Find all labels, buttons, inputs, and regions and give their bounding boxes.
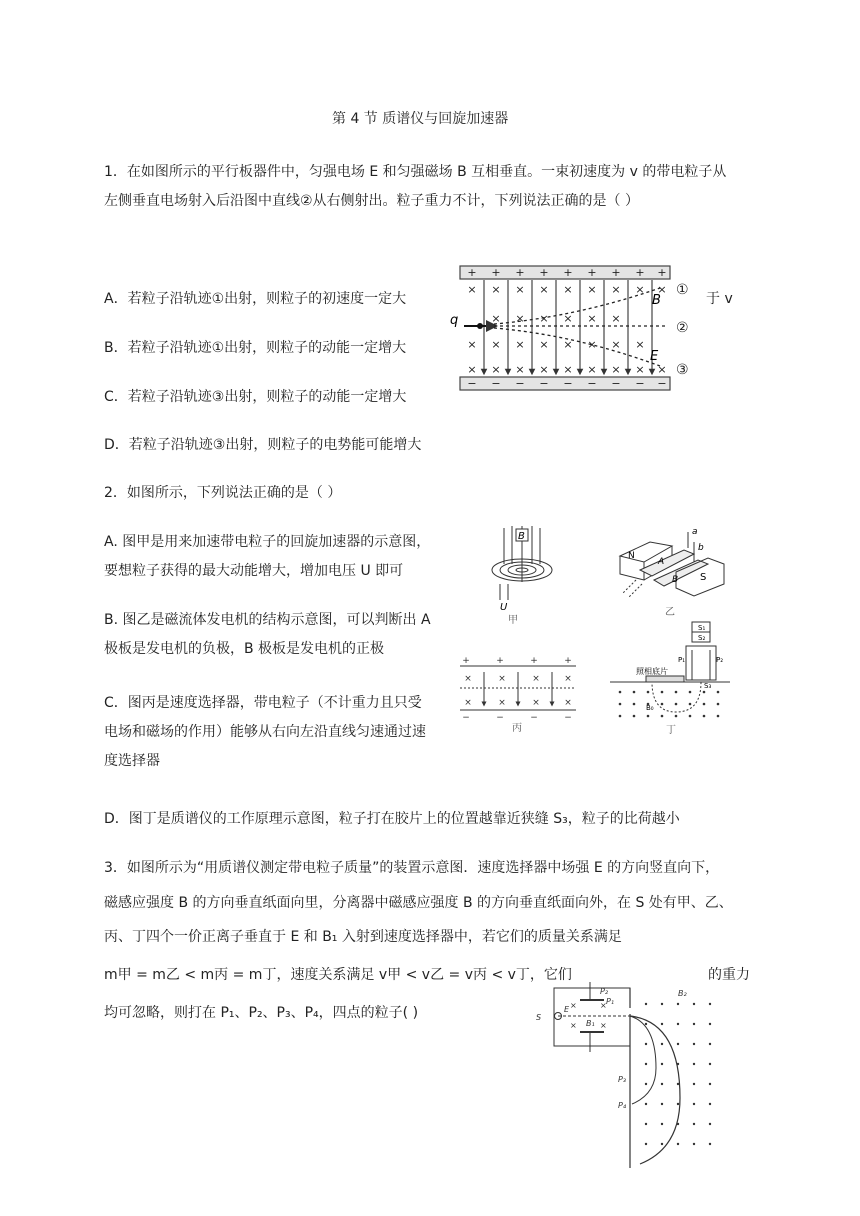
b-field-crosses: [467, 283, 666, 376]
svg-text:−: −: [587, 377, 597, 390]
q2-option-b-line2: 极板是发电机的负极，B 极板是发电机的正极: [104, 641, 385, 657]
svg-text:N: N: [628, 551, 635, 561]
svg-text:E: E: [650, 349, 659, 364]
svg-text:+: +: [539, 266, 549, 279]
svg-text:S₂: S₂: [698, 634, 706, 642]
svg-text:−: −: [564, 713, 572, 720]
svg-text:×: ×: [515, 312, 525, 325]
svg-text:×: ×: [515, 363, 525, 376]
q2-option-c-line3: 度选择器: [104, 753, 160, 769]
svg-text:−: −: [611, 377, 621, 390]
svg-text:−: −: [539, 377, 549, 390]
q1-option-b: B．若粒子沿轨迹①出射，则粒子的动能一定增大: [104, 340, 407, 356]
svg-text:+: +: [530, 656, 538, 666]
svg-text:−: −: [496, 713, 504, 720]
svg-text:−: −: [467, 377, 477, 390]
svg-text:×: ×: [532, 698, 540, 708]
q3-line5: 均可忽略，则打在 P₁、P₂、P₃、P₄，四点的粒子( ): [104, 1005, 419, 1021]
q2-option-a-line2: 要想粒子获得的最大动能增大，增加电压 U 即可: [104, 563, 404, 579]
svg-text:P₂: P₂: [716, 656, 724, 664]
svg-text:×: ×: [635, 338, 645, 351]
q1-stem-line1: 1．在如图所示的平行板器件中，匀强电场 E 和匀强磁场 B 互相垂直。一束初速度为 v 的带电粒子从: [104, 164, 727, 180]
svg-text:×: ×: [563, 363, 573, 376]
svg-text:B₁: B₁: [586, 1019, 595, 1028]
svg-text:+: +: [467, 266, 477, 279]
q3-line3: 丙、丁四个一价正离子垂直于 E 和 B₁ 入射到速度选择器中，若它们的质量关系满足: [104, 929, 622, 945]
svg-text:U: U: [500, 602, 508, 613]
svg-text:×: ×: [600, 1001, 607, 1010]
svg-text:①: ①: [676, 282, 689, 298]
svg-text:③: ③: [676, 362, 689, 378]
svg-text:×: ×: [635, 283, 645, 296]
svg-text:×: ×: [464, 698, 472, 708]
svg-text:②: ②: [676, 320, 689, 336]
svg-text:×: ×: [563, 283, 573, 296]
svg-text:−: −: [530, 713, 538, 720]
svg-text:×: ×: [532, 674, 540, 684]
svg-text:×: ×: [491, 338, 501, 351]
svg-text:×: ×: [467, 338, 477, 351]
svg-text:a: a: [692, 528, 698, 537]
svg-text:×: ×: [587, 283, 597, 296]
svg-text:S₃: S₃: [704, 682, 712, 690]
svg-text:×: ×: [611, 338, 621, 351]
q2-option-c-line1: C．图丙是速度选择器，带电粒子（不计重力且只受: [104, 695, 422, 711]
svg-text:+: +: [491, 266, 501, 279]
svg-text:+: +: [462, 656, 470, 666]
svg-text:×: ×: [564, 674, 572, 684]
svg-text:×: ×: [563, 338, 573, 351]
svg-text:E: E: [564, 1005, 570, 1014]
q1-option-a: A．若粒子沿轨迹①出射，则粒子的初速度一定大: [104, 291, 407, 307]
svg-text:×: ×: [539, 338, 549, 351]
svg-text:P₄: P₄: [618, 1101, 627, 1110]
svg-text:×: ×: [657, 283, 667, 296]
label-ding: 丁: [666, 725, 676, 736]
svg-text:B: B: [672, 575, 679, 585]
svg-text:−: −: [491, 377, 501, 390]
svg-text:P₂: P₂: [600, 987, 609, 996]
svg-text:×: ×: [464, 674, 472, 684]
svg-text:×: ×: [467, 283, 477, 296]
q2-figure-jia-cyclotron: [478, 524, 568, 616]
svg-text:+: +: [587, 266, 597, 279]
q2-figure-yi-mhd-generator: [614, 528, 730, 612]
q3-line2: 磁感应强度 B 的方向垂直纸面向里，分离器中磁感应强度 B 的方向垂直纸面向外，在 S 处有甲、乙、: [104, 895, 733, 911]
q1-option-c: C．若粒子沿轨迹③出射，则粒子的动能一定增大: [104, 389, 407, 405]
svg-text:+: +: [515, 266, 525, 279]
svg-text:S: S: [536, 1013, 542, 1022]
svg-text:B: B: [518, 531, 525, 542]
svg-text:+: +: [564, 656, 572, 666]
svg-text:×: ×: [515, 283, 525, 296]
label-yi: 乙: [665, 607, 675, 618]
svg-text:×: ×: [498, 674, 506, 684]
svg-text:−: −: [657, 377, 667, 390]
q3-line4-tail: 的重力: [708, 967, 750, 983]
q2-stem: 2．如图所示，下列说法正确的是（ ）: [104, 485, 342, 501]
svg-text:q: q: [450, 313, 459, 328]
q1-stem-line2: 左侧垂直电场射入后沿图中直线②从右侧射出。粒子重力不计，下列说法正确的是（ ）: [104, 193, 639, 209]
q2-figure-ding-mass-spectrometer: [606, 620, 736, 724]
q2-option-d: D．图丁是质谱仪的工作原理示意图，粒子打在胶片上的位置越靠近狭缝 S₃，粒子的比荷越小: [104, 811, 680, 827]
svg-text:×: ×: [491, 312, 501, 325]
svg-text:A: A: [658, 557, 665, 567]
svg-text:−: −: [515, 377, 525, 390]
svg-text:×: ×: [587, 363, 597, 376]
ding-field-dots: [619, 691, 720, 718]
svg-text:P₁: P₁: [678, 656, 686, 664]
label-jia: 甲: [508, 615, 518, 626]
svg-text:×: ×: [570, 1021, 577, 1030]
svg-text:×: ×: [539, 363, 549, 376]
label-bing: 丙: [512, 723, 522, 734]
svg-text:×: ×: [539, 312, 549, 325]
svg-text:−: −: [635, 377, 645, 390]
svg-text:B: B: [652, 293, 661, 308]
svg-text:×: ×: [600, 1021, 607, 1030]
svg-text:+: +: [635, 266, 645, 279]
q3-figure-mass-spectrometer: [530, 978, 736, 1174]
q1-figure-parallel-plates: [446, 262, 704, 394]
svg-text:×: ×: [563, 312, 573, 325]
svg-text:×: ×: [587, 312, 597, 325]
svg-text:×: ×: [515, 338, 525, 351]
svg-text:×: ×: [611, 363, 621, 376]
svg-text:B₂: B₂: [678, 989, 687, 998]
q3-line4: m甲 = m乙 < m丙 = m丁，速度关系满足 v甲 < v乙 = v丙 < v丁，它们: [104, 967, 572, 983]
svg-text:S: S: [700, 572, 707, 583]
svg-text:×: ×: [491, 363, 501, 376]
q1-option-d: D．若粒子沿轨迹③出射，则粒子的电势能可能增大: [104, 437, 422, 453]
svg-text:+: +: [496, 656, 504, 666]
svg-text:×: ×: [587, 338, 597, 351]
trajectories: [494, 288, 668, 366]
q3-line1: 3．如图所示为“用质谱仪测定带电粒子质量”的装置示意图．速度选择器中场强 E 的方向竖直向下，: [104, 860, 720, 876]
svg-text:×: ×: [467, 363, 477, 376]
q2-figure-bing-velocity-selector: [456, 654, 580, 720]
svg-text:−: −: [462, 713, 470, 720]
svg-text:P₃: P₃: [618, 1075, 627, 1084]
svg-text:×: ×: [498, 698, 506, 708]
svg-text:×: ×: [539, 283, 549, 296]
q2-option-a-line1: A. 图甲是用来加速带电粒子的回旋加速器的示意图，: [104, 534, 431, 550]
svg-text:b: b: [698, 543, 704, 553]
svg-text:+: +: [657, 266, 667, 279]
svg-text:×: ×: [635, 363, 645, 376]
svg-text:−: −: [563, 377, 573, 390]
svg-text:×: ×: [491, 283, 501, 296]
q2-option-b-line1: B. 图乙是磁流体发电机的结构示意图，可以判断出 A: [104, 612, 431, 628]
svg-text:×: ×: [564, 698, 572, 708]
svg-text:P₁: P₁: [606, 997, 615, 1006]
svg-text:×: ×: [570, 1001, 577, 1010]
page-title: 第 4 节 质谱仪与回旋加速器: [332, 111, 509, 127]
svg-text:照相底片: 照相底片: [636, 667, 668, 676]
q2-option-c-line2: 电场和磁场的作用）能够从右向左沿直线匀速通过速: [104, 724, 426, 740]
svg-text:+: +: [563, 266, 573, 279]
svg-text:S₁: S₁: [698, 624, 706, 632]
svg-text:×: ×: [657, 363, 667, 376]
svg-text:B₀: B₀: [646, 704, 654, 712]
svg-text:+: +: [611, 266, 621, 279]
svg-text:×: ×: [611, 283, 621, 296]
q1-option-a-tail: 于 v: [706, 291, 733, 307]
svg-text:×: ×: [611, 312, 621, 325]
